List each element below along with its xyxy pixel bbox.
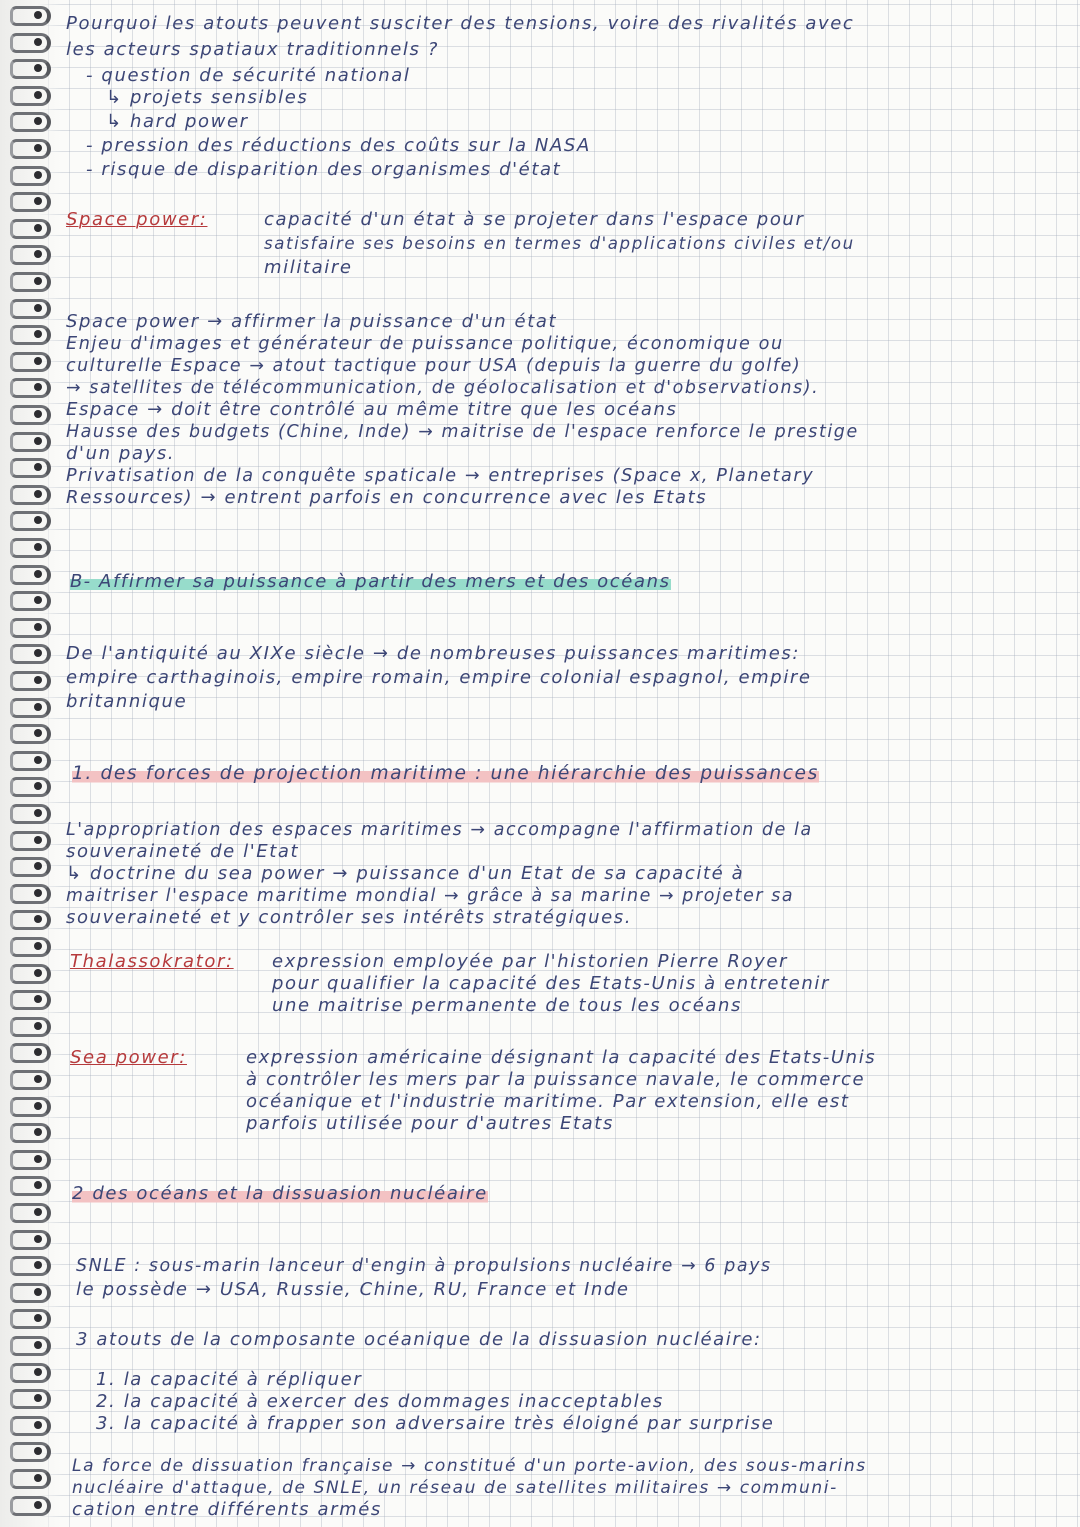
appropriation-line-5: souveraineté et y contrôler ses intérêts stratégiques. [66,907,633,928]
appropriation-line-2: souveraineté de l'Etat [66,841,300,862]
punch-hole [34,676,42,684]
spiral-ring [10,352,51,372]
sea-power-def-3: océanique et l'industrie maritime. Par extension, elle est [246,1091,850,1112]
punch-hole [34,304,42,312]
punch-hole [34,144,42,152]
punch-hole [34,543,42,551]
history-line-2: empire carthaginois, empire romain, empire colonial espagnol, empire [66,667,812,688]
spiral-ring [10,831,51,851]
spiral-ring [10,299,51,319]
snle-line-2: le possède → USA, Russie, Chine, RU, France et Inde [76,1279,630,1300]
spiral-ring [10,1416,51,1436]
spiral-ring [10,1123,51,1143]
atout-2: 2. la capacité à exercer des dommages inacceptables [96,1391,664,1412]
spiral-ring [10,325,51,345]
atout-1: 1. la capacité à répliquer [96,1369,363,1390]
punch-hole [34,889,42,897]
spiral-ring [10,1389,51,1409]
history-line-1: De l'antiquité au XIXe siècle → de nombreuses puissances maritimes: [66,643,801,664]
punch-hole [34,277,42,285]
punch-hole [34,570,42,578]
spiral-ring [10,644,51,664]
spiral-ring [10,751,51,771]
appropriation-line-1: L'appropriation des espaces maritimes → accompagne l'affirmation de la [66,820,813,840]
spiral-ring [10,565,51,585]
spiral-ring [10,219,51,239]
atout-3: 3. la capacité à frapper son adversaire très éloigné par surprise [96,1413,775,1434]
spiral-ring [10,245,51,265]
thalassokrator-def-2: pour qualifier la capacité des Etats-Unis à entretenir [272,973,831,994]
bullet-nasa: - pression des réductions des coûts sur la NASA [86,135,591,156]
sea-power-def-1: expression américaine désignant la capacité des Etats-Unis [246,1047,877,1068]
punch-hole [34,490,42,498]
spiral-ring [10,990,51,1010]
history-line-3: britannique [66,691,188,712]
spiral-ring [10,884,51,904]
punch-hole [34,1288,42,1296]
sub-bullet-projects: ↳ projets sensibles [106,87,309,108]
spiral-ring [10,112,51,132]
space-power-def-1: capacité d'un état à se projeter dans l'espace pour [264,209,805,230]
spiral-ring [10,86,51,106]
punch-hole [34,1474,42,1482]
spiral-ring [10,1336,51,1356]
sea-power-term: Sea power: [70,1047,187,1068]
para-line-1: Space power → affirmer la puissance d'un état [66,311,558,332]
thalassokrator-def-1: expression employée par l'historien Pierre Royer [272,951,789,972]
spiral-ring [10,378,51,398]
punch-hole [34,836,42,844]
punch-hole [34,623,42,631]
spiral-ring [10,1283,51,1303]
punch-hole [34,1102,42,1110]
spiral-ring [10,458,51,478]
para-line-2: Enjeu d'images et générateur de puissance politique, économique ou [66,334,784,354]
punch-hole [34,809,42,817]
spiral-ring [10,1203,51,1223]
punch-hole [34,91,42,99]
spiral-ring [10,192,51,212]
punch-hole [34,1421,42,1429]
punch-hole [34,38,42,46]
spiral-ring [10,272,51,292]
spiral-ring [10,857,51,877]
space-power-term: Space power: [66,209,208,230]
spiral-ring [10,1070,51,1090]
appropriation-line-4: maitriser l'espace maritime mondial → grâce à sa marine → projeter sa [66,886,795,906]
subsection-1-heading: 1. des forces de projection maritime : une hiérarchie des puissances [72,763,819,784]
spiral-ring [10,139,51,159]
spiral-ring [10,937,51,957]
punch-hole [34,1235,42,1243]
punch-hole [34,11,42,19]
para-line-5: Espace → doit être contrôlé au même titre que les océans [66,399,678,420]
spiral-ring [10,1043,51,1063]
punch-hole [34,1155,42,1163]
spiral-ring [10,804,51,824]
spiral-ring [10,511,51,531]
punch-hole [34,969,42,977]
spiral-ring [10,405,51,425]
force-line-3: cation entre différents armés [72,1499,382,1520]
spiral-ring [10,964,51,984]
punch-hole [34,224,42,232]
para-line-9: Ressources) → entrent parfois en concurrence avec les Etats [66,487,708,508]
spiral-ring [10,1256,51,1276]
space-power-def-3: militaire [264,257,353,278]
spiral-ring [10,166,51,186]
spiral-ring [10,1150,51,1170]
spiral-ring [10,1309,51,1329]
punch-hole [34,703,42,711]
punch-hole [34,437,42,445]
spiral-ring [10,671,51,691]
snle-line-1: SNLE : sous-marin lanceur d'engin à propulsions nucléaire → 6 pays [76,1256,772,1276]
sub-bullet-hard-power: ↳ hard power [106,111,249,132]
spiral-ring [10,6,51,26]
space-power-def-2: satisfaire ses besoins en termes d'applications civiles et/ou [264,234,855,253]
bullet-organisms: - risque de disparition des organismes d'état [86,159,562,180]
spiral-ring [10,777,51,797]
spiral-ring [10,1176,51,1196]
spiral-ring [10,33,51,53]
question-line-2: les acteurs spatiaux traditionnels ? [66,39,439,60]
spiral-ring [10,1496,51,1516]
spiral-ring [10,724,51,744]
spiral-binding [0,0,62,1527]
para-line-8: Privatisation de la conquête spaticale → entreprises (Space x, Planetary [66,466,815,486]
sea-power-def-2: à contrôler les mers par la puissance navale, le commerce [246,1069,866,1090]
punch-hole [34,1341,42,1349]
spiral-ring [10,910,51,930]
para-line-4: → satellites de télécommunication, de géolocalisation et d'observations). [66,378,820,398]
spiral-ring [10,618,51,638]
punch-hole [34,1208,42,1216]
spiral-ring [10,698,51,718]
subsection-2-heading: 2 des océans et la dissuasion nucléaire [72,1183,488,1204]
para-line-6: Hausse des budgets (Chine, Inde) → maitrise de l'espace renforce le prestige [66,422,859,442]
para-line-7: d'un pays. [66,443,176,464]
punch-hole [34,1075,42,1083]
punch-hole [34,1501,42,1509]
thalassokrator-term: Thalassokrator: [70,951,234,972]
spiral-ring [10,1230,51,1250]
punch-hole [34,1368,42,1376]
spiral-ring [10,1017,51,1037]
bullet-security: - question de sécurité national [86,65,411,86]
punch-hole [34,410,42,418]
question-line-1: Pourquoi les atouts peuvent susciter des tensions, voire des rivalités avec [66,13,855,34]
spiral-ring [10,432,51,452]
para-line-3: culturelle Espace → atout tactique pour USA (depuis la guerre du golfe) [66,356,802,376]
punch-hole [34,171,42,179]
spiral-ring [10,1469,51,1489]
spiral-ring [10,1442,51,1462]
spiral-ring [10,538,51,558]
spiral-ring [10,1363,51,1383]
sea-power-def-4: parfois utilisée pour d'autres Etats [246,1113,614,1134]
spiral-ring [10,1097,51,1117]
punch-hole [34,756,42,764]
force-line-2: nucléaire d'attaque, de SNLE, un réseau de satellites militaires → communi- [72,1478,838,1498]
thalassokrator-def-3: une maitrise permanente de tous les océans [272,995,742,1016]
punch-hole [34,1022,42,1030]
punch-hole [34,942,42,950]
spiral-ring [10,59,51,79]
section-b-heading: B- Affirmer sa puissance à partir des mers et des océans [70,571,671,592]
appropriation-line-3: ↳ doctrine du sea power → puissance d'un Etat de sa capacité à [66,863,745,884]
atouts-heading: 3 atouts de la composante océanique de la dissuasion nucléaire: [76,1329,762,1350]
force-line-1: La force de dissuation française → constitué d'un porte-avion, des sous-marins [72,1456,867,1476]
punch-hole [34,357,42,365]
spiral-ring [10,591,51,611]
spiral-ring [10,485,51,505]
